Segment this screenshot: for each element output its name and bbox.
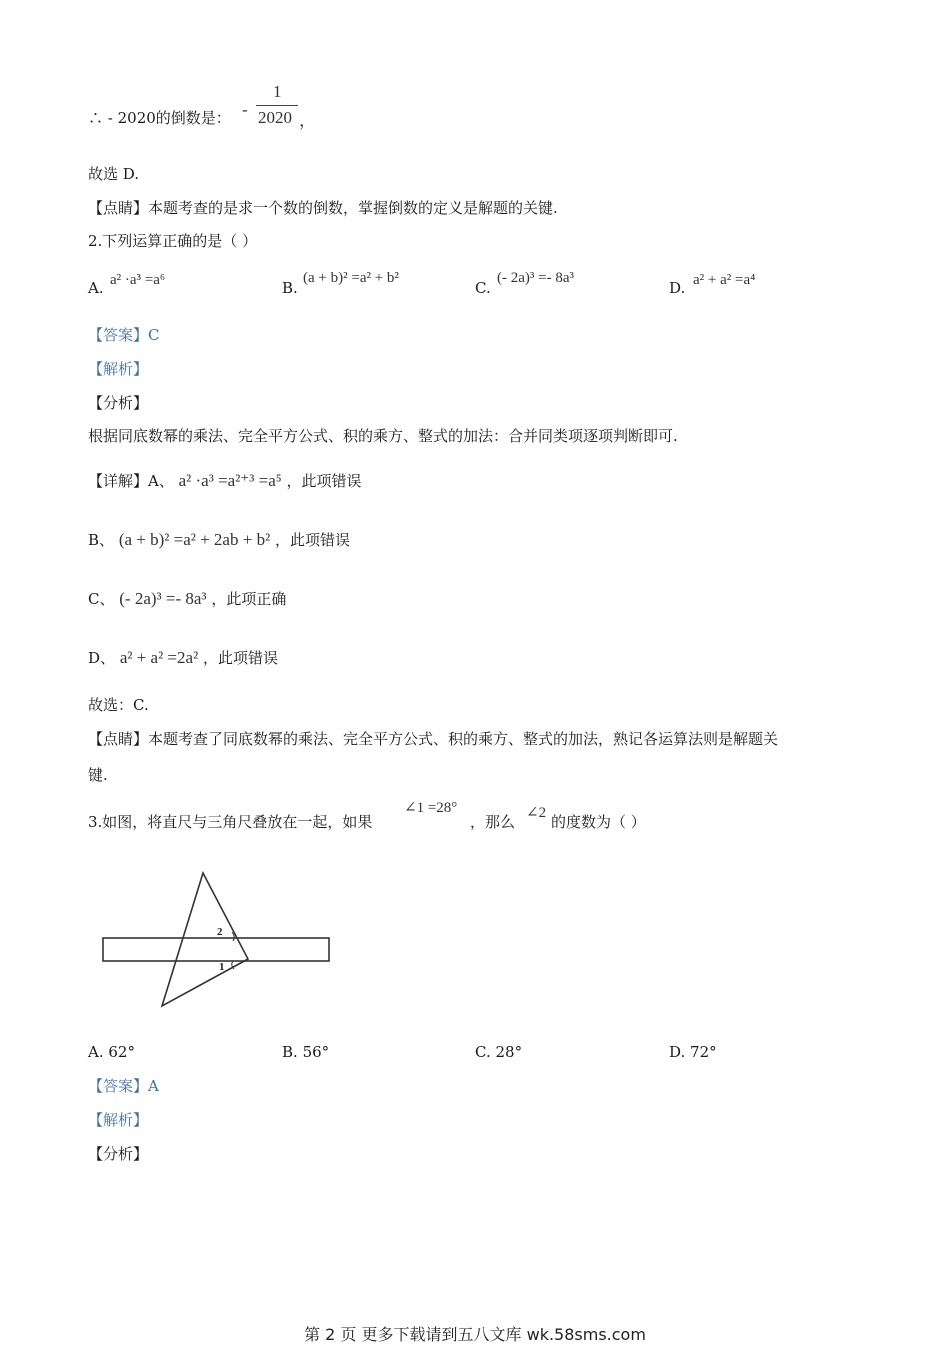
q2-detail-d-verdict: ，此项错误 [202,649,278,667]
q3-stem: 3.如图，将直尺与三角尺叠放在一起，如果 [88,813,373,831]
fraction-numerator: 1 [273,82,282,101]
q2-option-d-expr: a² + a² =a⁴ [693,272,756,288]
q3-fenxi-tag: 【分析】 [88,1145,149,1163]
fraction-minus: - [242,100,248,119]
q2-detail-b: B、 (a + b)² =a² + 2ab + b² ，此项错误 [88,530,350,549]
q2-detail-c: C、 (- 2a)³ =- 8a³ ，此项正确 [88,589,287,608]
q2-comment-line1: 【点睛】本题考查了同底数幂的乘法、完全平方公式、积的乘方、整式的加法，熟记各运算法则是解题关 [88,730,779,748]
q1-choice: 故选 D. [88,165,140,183]
q3-option-c[interactable]: C. 28° [475,1043,523,1061]
q3-angle2: ∠2 [526,805,547,821]
figure-label-1: 1 [219,961,225,973]
q3-stem-b: ，那么 [470,813,516,831]
q2-detail-a-verdict: ，此项错误 [286,472,362,490]
q3-analysis-tag: 【解析】 [88,1111,149,1129]
figure-label-2: 2 [217,926,223,938]
q2-stem: 2.下列运算正确的是（ ） [88,232,258,250]
q2-detail-a-expr: a² ·a³ =a²⁺³ =a⁵ [178,471,282,490]
q2-detail-b-expr: (a + b)² =a² + 2ab + b² [118,530,271,549]
q2-comment-line2: 键. [88,766,108,784]
q2-option-b-expr: (a + b)² =a² + b² [303,270,399,286]
fraction-denominator: 2020 [258,108,292,127]
q2-fenxi-tag: 【分析】 [88,394,149,412]
q2-option-a[interactable]: A. [88,279,104,297]
q2-detail-a: 【详解】A、 a² ·a³ =a²⁺³ =a⁵ ，此项错误 [88,471,362,490]
q3-answer: 【答案】A [88,1077,159,1095]
q1-prefix: ∴ - 2020的倒数是： [88,109,231,127]
q2-choice: 故选：C. [88,696,149,714]
q3-stem-c: 的度数为（ ） [551,813,646,831]
q2-option-c-expr: (- 2a)³ =- 8a³ [497,270,574,286]
q3-option-d[interactable]: D. 72° [669,1043,717,1061]
q1-suffix: ， [299,111,316,130]
q1-comment: 【点睛】本题考查的是求一个数的倒数，掌握倒数的定义是解题的关键. [88,199,558,217]
q3-option-a[interactable]: A. 62° [88,1043,135,1061]
q2-detail-b-verdict: ，此项错误 [274,531,350,549]
q2-detail-c-expr: (- 2a)³ =- 8a³ [119,589,207,608]
q2-option-a-expr: a² ·a³ =a⁶ [110,272,166,288]
q3-option-b[interactable]: B. 56° [282,1043,330,1061]
q2-option-c[interactable]: C. [475,279,491,297]
q2-option-d[interactable]: D. [669,279,686,297]
q2-fenxi-text: 根据同底数幂的乘法、完全平方公式、积的乘方、整式的加法：合并同类项逐项判断即可. [88,427,678,445]
fraction-bar [256,105,298,106]
ruler-triangle-figure [95,865,345,1025]
q2-answer: 【答案】C [88,326,160,344]
q2-analysis-tag: 【解析】 [88,360,149,378]
q2-detail-d-expr: a² + a² =2a² [119,648,199,667]
q1-reciprocal-line [88,108,231,128]
q2-detail-d: D、 a² + a² =2a² ，此项错误 [88,648,278,667]
ruler [103,938,329,961]
page-footer: 第 2 页 更多下载请到五八文库 wk.58sms.com [304,1325,646,1344]
q2-detail-c-verdict: ，此项正确 [211,590,287,608]
triangle [162,873,248,1006]
q3-angle1: ∠1 =28° [404,800,458,816]
q2-option-b[interactable]: B. [282,279,298,297]
